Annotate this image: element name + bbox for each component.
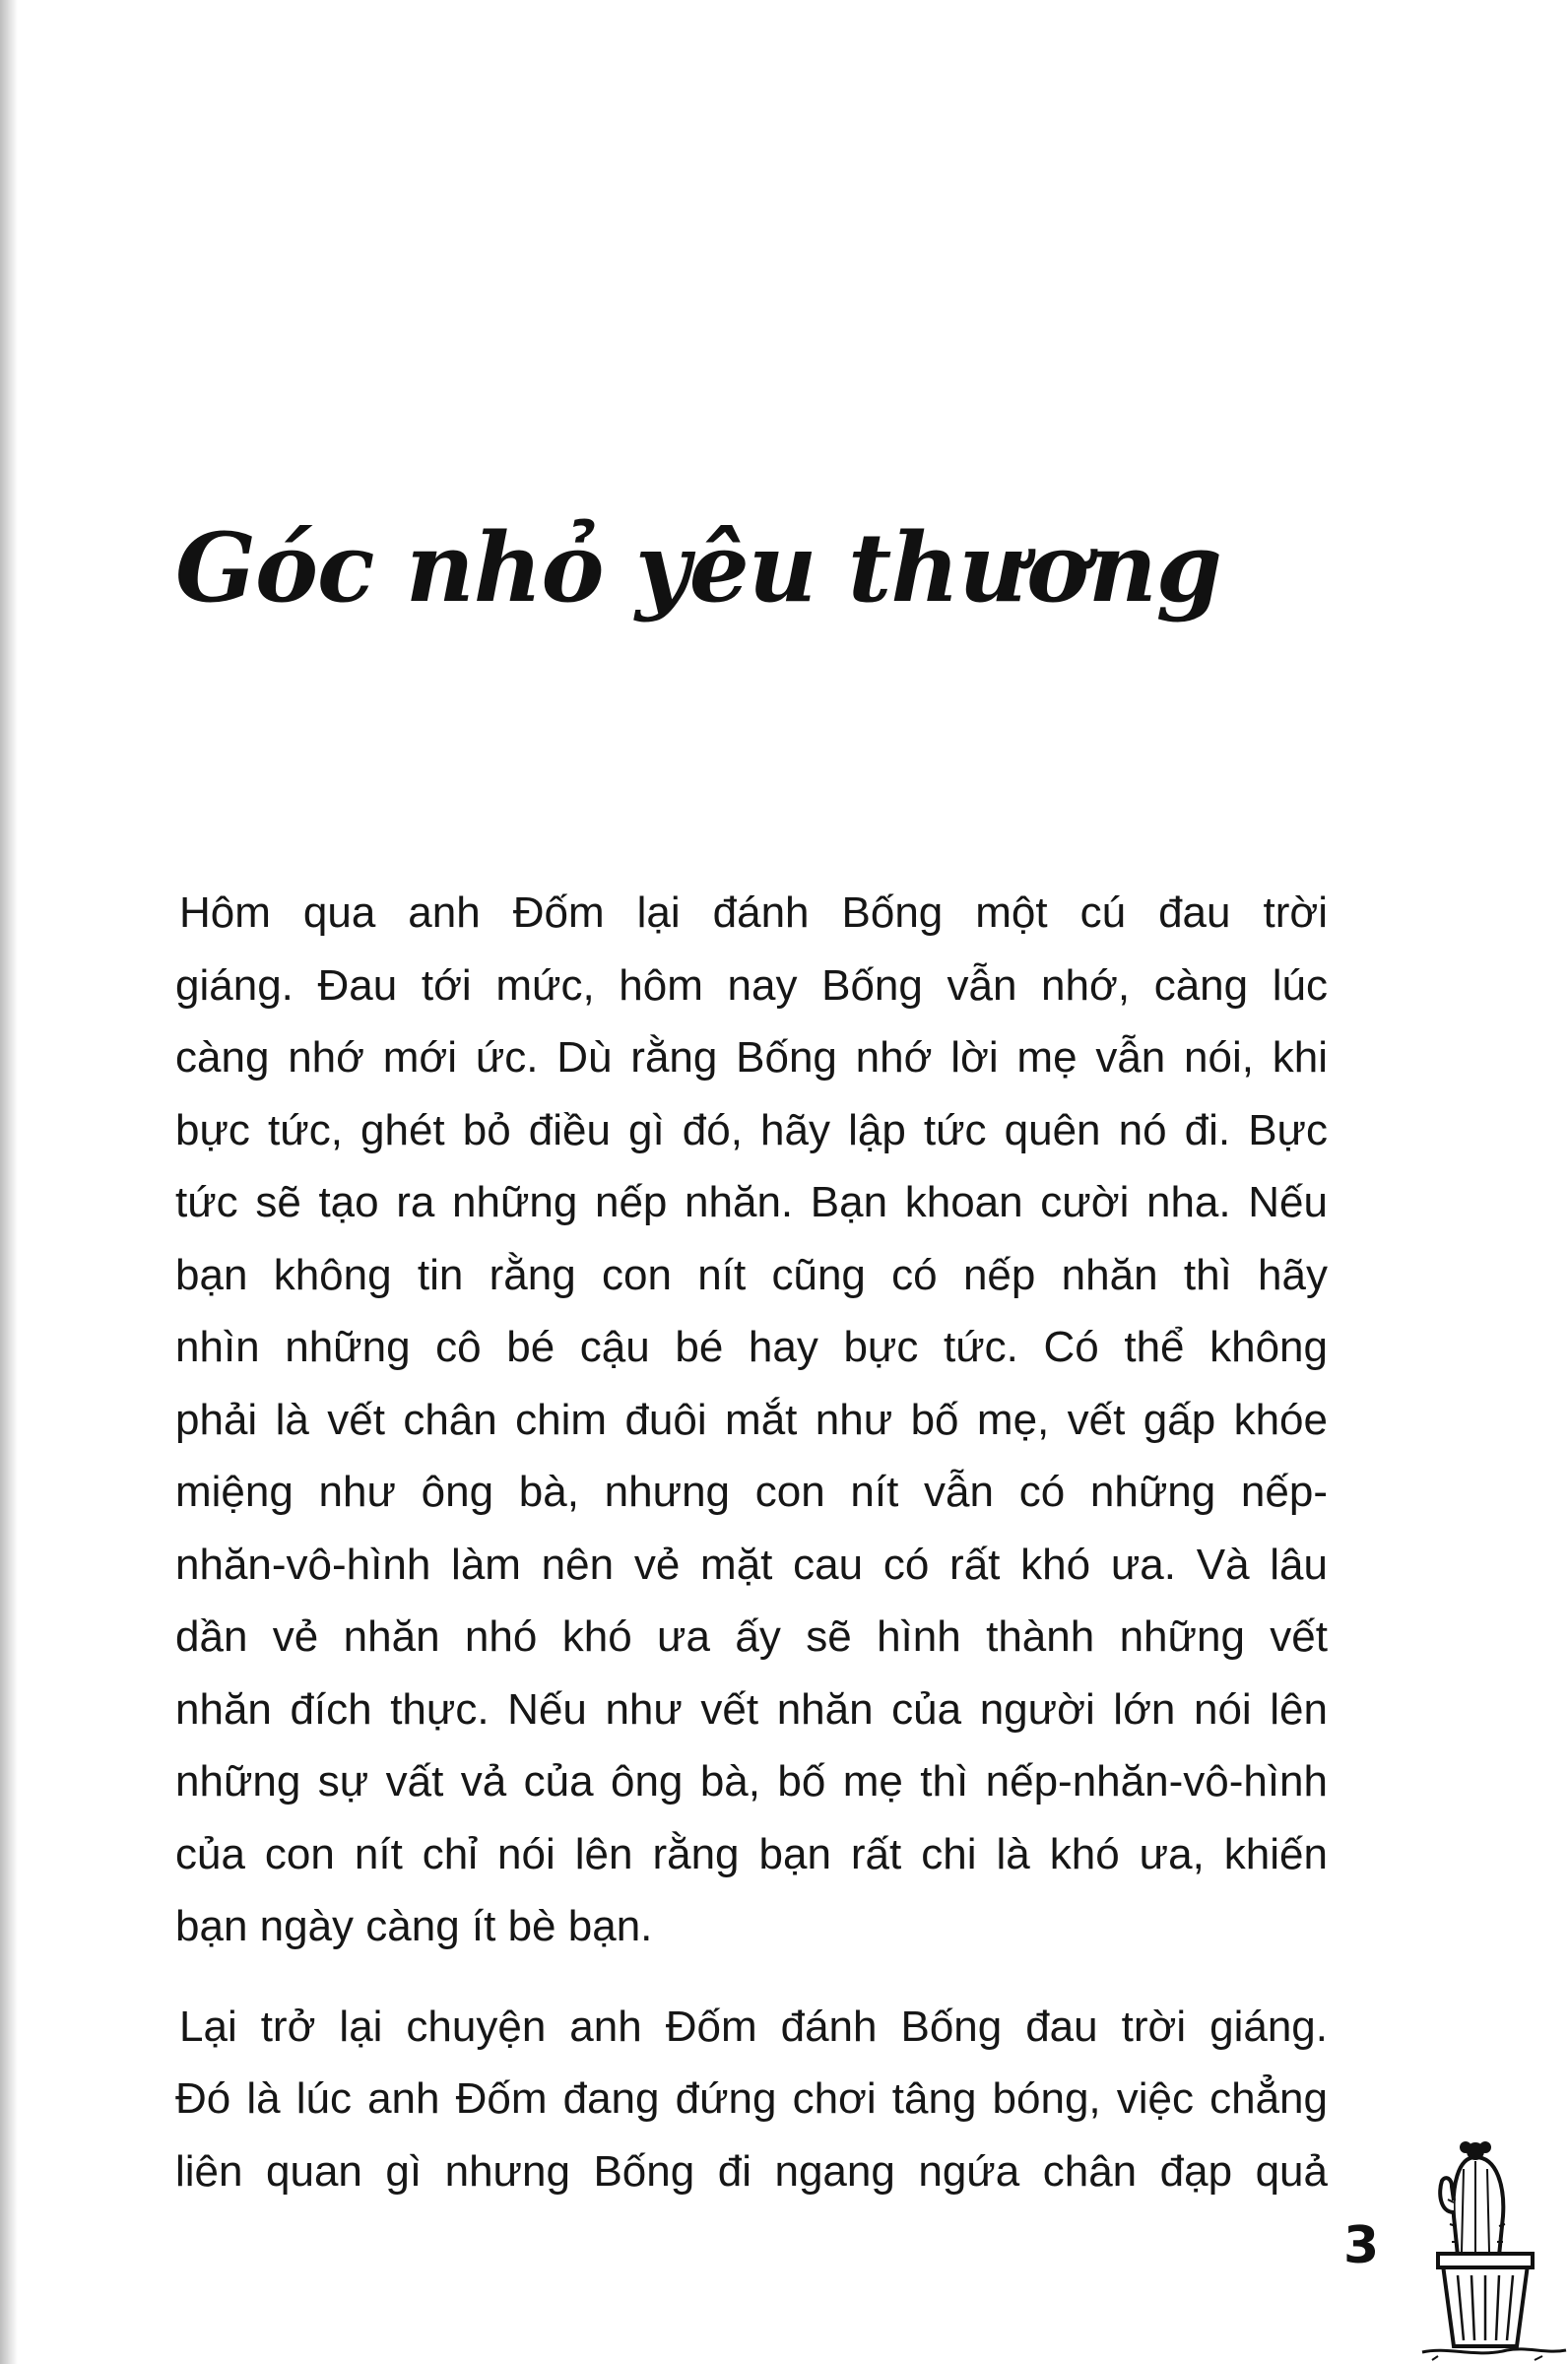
- text-line: nhăn đích thực. Nếu như vết nhăn của người lớn nói lên: [175, 1684, 1328, 1734]
- text-line: càng nhớ mới ức. Dù rằng Bống nhớ lời mẹ vẫn nói, khi: [175, 1033, 1328, 1082]
- paragraph-2: [175, 1991, 1328, 2208]
- paragraph-1: [175, 877, 1328, 1963]
- chapter-title: Góc nhỏ yêu thương: [175, 512, 1221, 624]
- text-line: nhăn-vô-hình làm nên vẻ mặt cau có rất khó ưa. Và lâu: [175, 1540, 1328, 1589]
- text-line: của con nít chỉ nói lên rằng bạn rất chi là khó ưa, khiến: [175, 1829, 1328, 1878]
- text-line: bạn không tin rằng con nít cũng có nếp nhăn thì hãy: [175, 1250, 1328, 1299]
- page-edge-shadow: [0, 0, 18, 2364]
- text-line: bực tức, ghét bỏ điều gì đó, hãy lập tức quên nó đi. Bực: [175, 1105, 1328, 1154]
- body-text: [175, 877, 1328, 2207]
- text-line: giáng. Đau tới mức, hôm nay Bống vẫn nhớ, càng lúc: [175, 960, 1328, 1010]
- text-line: liên quan gì nhưng Bống đi ngang ngứa chân đạp quả: [175, 2146, 1328, 2196]
- text-line: Lại trở lại chuyện anh Đốm đánh Bống đau trời giáng.: [179, 2002, 1328, 2051]
- text-line: Hôm qua anh Đốm lại đánh Bống một cú đau trời: [179, 888, 1328, 937]
- text-line: tức sẽ tạo ra những nếp nhăn. Bạn khoan cười nha. Nếu: [175, 1178, 1328, 1226]
- text-line: phải là vết chân chim đuôi mắt như bố mẹ, vết gấp khóe: [175, 1395, 1328, 1444]
- text-line: bạn ngày càng ít bè bạn.: [175, 1902, 653, 1950]
- text-line: miệng như ông bà, nhưng con nít vẫn có những nếp-: [175, 1468, 1328, 1516]
- text-line: những sự vất vả của ông bà, bố mẹ thì nếp-nhăn-vô-hình: [175, 1757, 1328, 1806]
- text-line: Đó là lúc anh Đốm đang đứng chơi tâng bóng, việc chẳng: [175, 2074, 1328, 2123]
- cactus-pot-icon: [1418, 2118, 1568, 2364]
- text-line: nhìn những cô bé cậu bé hay bực tức. Có thể không: [175, 1323, 1328, 1371]
- page-number: 3: [1343, 2216, 1380, 2275]
- text-line: dần vẻ nhăn nhó khó ưa ấy sẽ hình thành những vết: [175, 1612, 1328, 1661]
